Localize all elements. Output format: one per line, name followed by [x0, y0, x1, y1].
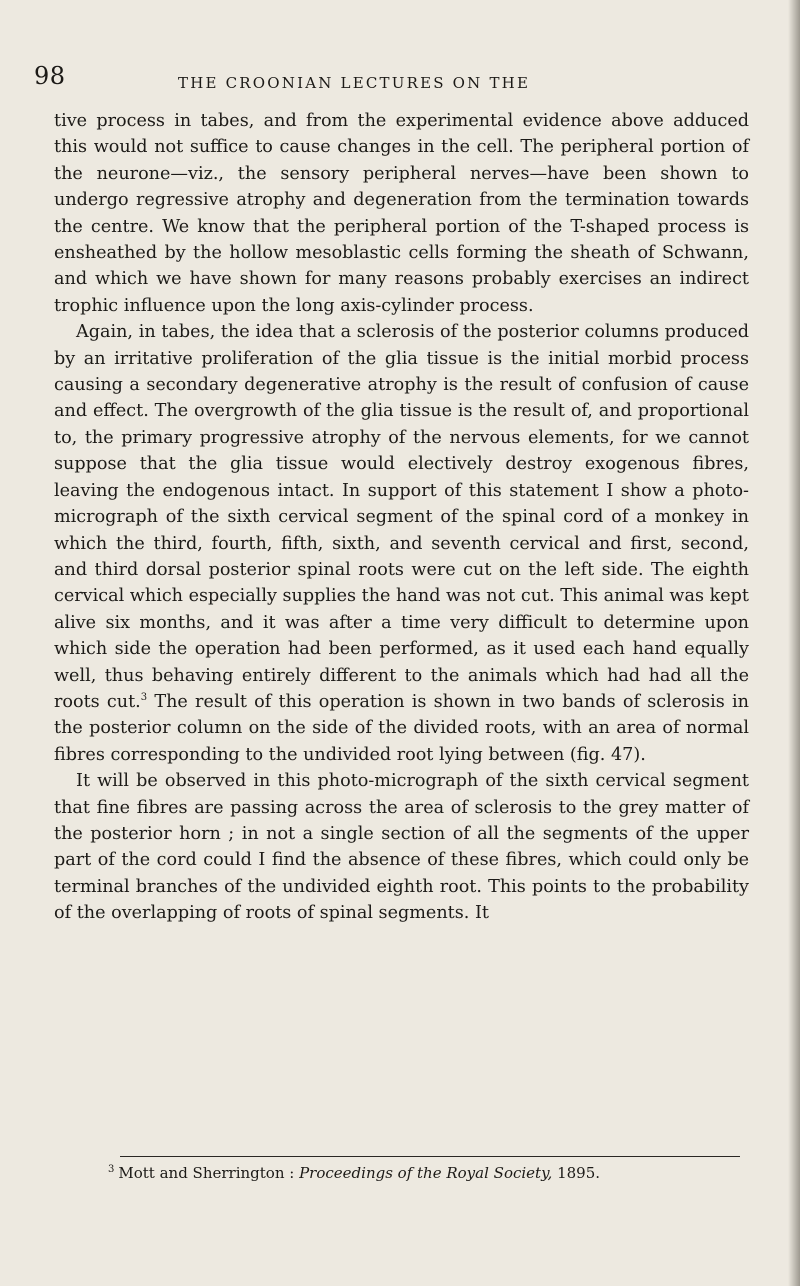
footnote-authors: Mott and Sherrington : [118, 1164, 300, 1182]
running-head: THE CROONIAN LECTURES ON THE [178, 74, 531, 92]
paragraph-2-text: Again, in tabes, the idea that a sclerosis of the posterior columns produced by an irritative proliferation of the glia tissue is the initial morbid process causing a secondary degenerative atrophy is the result of confusion of cause and effect. The overgrowth of the glia tissue is the result of, and proportional to, the primary progressive atrophy of the nervous elements, for we cannot suppose that the glia tissue would electively destroy exogenous fibres, leaving the endogenous intact. In support of this statement I show a photo-micrograph of the sixth cervical segment of the spinal cord of a monkey in which the third, fourth, fifth, sixth, and seventh cervical and first, second, and third dorsal posterior spinal roots were cut on the left side. The eighth cervical which especially supplies the hand was not cut. This animal was kept alive six months, and it was after a time very difficult to determine upon which side the operation had been performed, as it used each hand equally well, thus behaving entirely different to the animals which had had all the roots cut. [54, 322, 749, 712]
footnote-year: 1895. [552, 1164, 601, 1182]
footnote-divider [120, 1156, 740, 1157]
page-edge-shadow [788, 0, 800, 1286]
footnote-mark: 3 [108, 1164, 115, 1175]
footnote-reference: 3 [140, 692, 148, 704]
page-number: 98 [34, 62, 66, 90]
footnote-journal: Proceedings of the Royal Society, [299, 1164, 553, 1182]
paragraph-3: It will be observed in this photo-micrograph of the sixth cervical segment that fine fibres are passing across the area of sclerosis to the grey matter of the posterior horn ; in not a single section of all the segments of the upper part of the cord could I find the absence of these fibres, which could only be terminal branches of the undivided eighth root. This points to the probability of the overlapping of roots of spinal segments. It [54, 771, 749, 924]
footnote [108, 1163, 748, 1183]
paragraph-1: tive process in tabes, and from the experimental evidence above adduced this would not suffice to cause changes in the cell. The peripheral portion of the neurone—viz., the sensory peripheral nerves—have been shown to undergo regressive atrophy and degeneration from the termination towards the centre. We know that the peripheral portion of the T-shaped process is ensheathed by the hollow mesoblastic cells forming the sheath of Schwann, and which we have shown for many reasons probably exercises an indirect trophic influence upon the long axis-cylinder process. [54, 111, 749, 316]
paragraph-2 [54, 319, 749, 768]
body-text [54, 108, 749, 927]
paragraph-2-continuation: The result of this operation is shown in two bands of sclerosis in the posterior column on the side of the divided roots, with an area of normal fibres corresponding to the undivided root lying between (fig. 47). [54, 691, 749, 765]
